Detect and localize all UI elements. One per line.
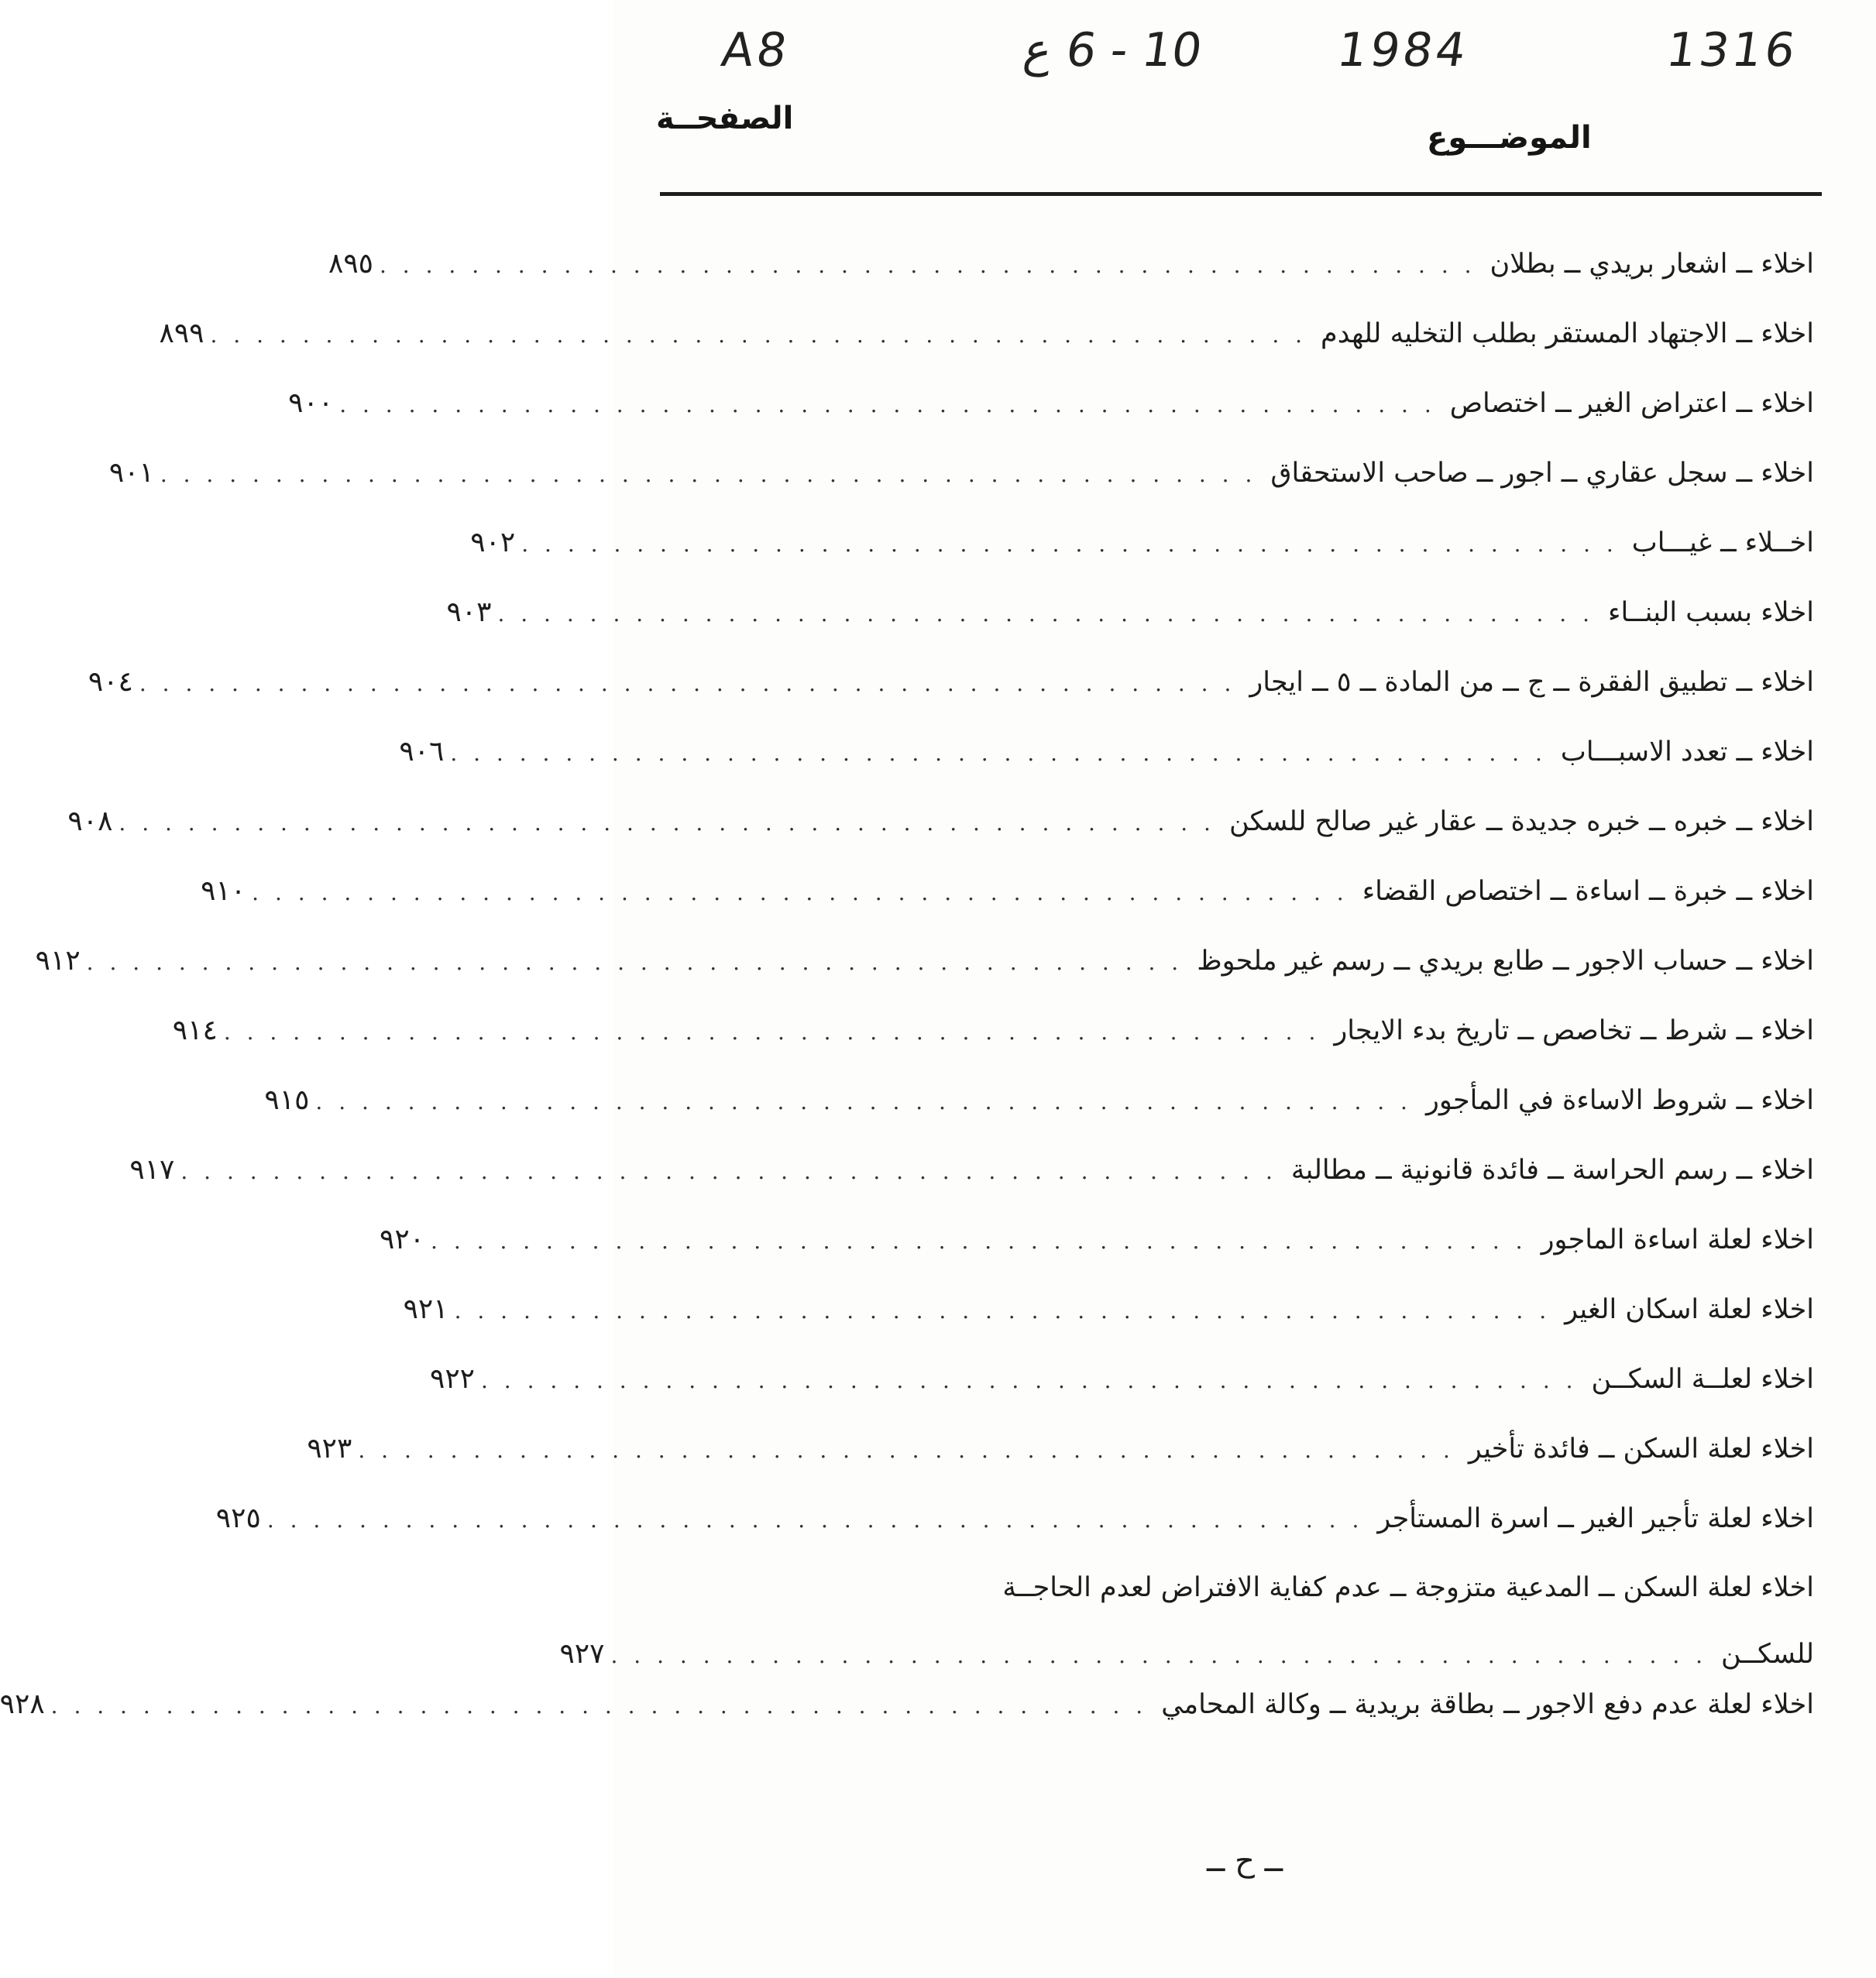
toc-topic: اخلاء ــ شروط الاساءة في المأجور (1425, 1085, 1814, 1116)
header-divider (660, 192, 1822, 196)
toc-page-number: ٩١٥ (264, 1084, 310, 1116)
toc-page-number: ٨٩٥ (328, 248, 373, 280)
toc-entry (328, 248, 1814, 318)
toc-entry (129, 1154, 1814, 1224)
toc-page-number: ٩١٧ (129, 1154, 175, 1186)
toc-entry (288, 387, 1814, 457)
toc-page-number: ٩١٢ (35, 945, 81, 977)
toc-topic: اخلاء ــ حساب الاجور ــ طابع بريدي ــ رسم غير ملحوظ (1197, 946, 1814, 977)
toc-topic-line2: للسكــن (1721, 1639, 1814, 1670)
toc-topic: اخلاء ــ تطبيق الفقرة ــ ج ــ من المادة ــ ٥ ــ ايجار (1249, 667, 1814, 698)
handwritten-note-1: A8 (718, 23, 794, 77)
toc-entry (201, 875, 1814, 945)
toc-entry (88, 666, 1814, 736)
toc-page-number: ٩٢٢ (429, 1363, 475, 1395)
toc-topic: اخلاء ــ اعتراض الغير ــ اختصاص (1449, 388, 1814, 419)
toc-entry (470, 527, 1814, 596)
dot-leader: . . . . . . . . . . . . . . . . . . . . . . . . . . . . . . . . . . . . . . . . . . . . . . . . (160, 462, 1257, 487)
toc-topic: اخلاء ــ خبرة ــ اساءة ــ اختصاص القضاء (1362, 876, 1814, 907)
toc-page-number: ٩٠٨ (67, 805, 113, 837)
dot-leader: . . . . . . . . . . . . . . . . . . . . . . . . . . . . . . . . . . . . . . . . . . . . . . . . (339, 392, 1436, 417)
page-footer-number: ــ ح ــ (1206, 1843, 1283, 1879)
toc-topic: اخلاء بسبب البنــاء (1608, 597, 1814, 628)
dot-leader: . . . . . . . . . . . . . . . . . . . . . . . . . . . . . . . . . . . . . . . . . . . . . . . . (252, 880, 1349, 905)
toc-entry (264, 1084, 1814, 1154)
toc-entry (159, 318, 1814, 387)
toc-page-number: ٩٢١ (403, 1293, 448, 1325)
toc-topic: اخلاء ــ رسم الحراسة ــ فائدة قانونية ــ مطالبة (1290, 1155, 1814, 1186)
toc-topic: اخلاء ــ تعدد الاسبـــاب (1560, 737, 1814, 768)
toc-entry (380, 1224, 1814, 1293)
dot-leader: . . . . . . . . . . . . . . . . . . . . . . . . . . . . . . . . . . . . . . . . . . . . . . . . (481, 1368, 1578, 1393)
toc-page-number: ٩٠٤ (88, 666, 133, 698)
toc-entry (0, 1688, 1814, 1758)
toc-page-number: ٩٢٣ (307, 1433, 352, 1465)
toc-entry (307, 1433, 1814, 1502)
toc-page-number: ٩٠٣ (446, 596, 492, 628)
toc-page-number: ٩١٤ (172, 1015, 218, 1046)
dot-leader: . . . . . . . . . . . . . . . . . . . . . . . . . . . . . . . . . . . . . . . . . . . . . . . . (610, 1643, 1708, 1668)
toc-entry (446, 596, 1814, 666)
toc-page-number: ٩٠١ (108, 457, 154, 489)
handwritten-note-2: 10 - 6 ع (1020, 23, 1206, 77)
dot-leader: . . . . . . . . . . . . . . . . . . . . . . . . . . . . . . . . . . . . . . . . . . . . . . . . (521, 531, 1618, 557)
dot-leader: . . . . . . . . . . . . . . . . . . . . . . . . . . . . . . . . . . . . . . . . . . . . . . . . (266, 1507, 1364, 1533)
toc-topic: اخلاء ــ شرط ــ تخاصص ــ تاريخ بدء الايجار (1334, 1015, 1814, 1046)
dot-leader: . . . . . . . . . . . . . . . . . . . . . . . . . . . . . . . . . . . . . . . . . . . . . . . . (180, 1159, 1277, 1184)
toc-page-number: ٩٢٧ (559, 1638, 605, 1670)
dot-leader: . . . . . . . . . . . . . . . . . . . . . . . . . . . . . . . . . . . . . . . . . . . . . . . . (210, 322, 1307, 348)
toc-entry (67, 805, 1814, 875)
toc-page-number: ٨٩٩ (159, 318, 204, 349)
toc-topic-line1: اخلاء لعلة السكن ــ المدعية متزوجة ــ عدم كفاية الافتراض لعدم الحاجــة (1002, 1572, 1814, 1603)
toc-topic: اخلاء لعلة تأجير الغير ــ اسرة المستأجر (1377, 1503, 1814, 1534)
toc-page-number: ٩١٠ (201, 875, 246, 907)
toc-topic: اخلاء لعلة السكن ــ فائدة تأخير (1468, 1434, 1814, 1465)
toc-entry (108, 457, 1814, 527)
dot-leader: . . . . . . . . . . . . . . . . . . . . . . . . . . . . . . . . . . . . . . . . . . . . . . . . (119, 810, 1215, 836)
dot-leader: . . . . . . . . . . . . . . . . . . . . . . . . . . . . . . . . . . . . . . . . . . . . . . . . (358, 1437, 1455, 1463)
dot-leader: . . . . . . . . . . . . . . . . . . . . . . . . . . . . . . . . . . . . . . . . . . . . . . . . (497, 601, 1594, 627)
toc-entry (215, 1502, 1814, 1572)
toc-entry-multiline (559, 1572, 1814, 1688)
dot-leader: . . . . . . . . . . . . . . . . . . . . . . . . . . . . . . . . . . . . . . . . . . . . . . . . (315, 1089, 1412, 1114)
toc-topic: اخلاء ــ سجل عقاري ــ اجور ــ صاحب الاستحقاق (1270, 458, 1814, 489)
toc-topic: اخلاء ــ خبره ــ خبره جديدة ــ عقار غير صالح للسكن (1228, 806, 1814, 837)
dot-leader: . . . . . . . . . . . . . . . . . . . . . . . . . . . . . . . . . . . . . . . . . . . . . . . . (50, 1693, 1148, 1719)
toc-topic: اخلاء لعلة عدم دفع الاجور ــ بطاقة بريدية ــ وكالة المحامي (1161, 1689, 1814, 1720)
toc-topic: اخلاء لعلــة السكــن (1591, 1364, 1814, 1395)
dot-leader: . . . . . . . . . . . . . . . . . . . . . . . . . . . . . . . . . . . . . . . . . . . . . . . . (86, 950, 1184, 975)
toc-page-number: ٩٢٠ (380, 1224, 425, 1255)
dot-leader: . . . . . . . . . . . . . . . . . . . . . . . . . . . . . . . . . . . . . . . . . . . . . . . . (454, 1298, 1551, 1324)
toc-entry (429, 1363, 1814, 1433)
toc-topic-line2-row (559, 1638, 1814, 1670)
dot-leader: . . . . . . . . . . . . . . . . . . . . . . . . . . . . . . . . . . . . . . . . . . . . . . . . (139, 671, 1236, 696)
toc-topic: اخلاء ــ الاجتهاد المستقر بطلب التخليه للهدم (1321, 318, 1814, 349)
toc-entry (35, 945, 1814, 1015)
toc-page-number: ٩٠٠ (288, 387, 334, 419)
topic-column-heading: الموضـــوع (1427, 120, 1592, 156)
toc-entry (399, 736, 1814, 805)
toc-topic: اخــلاء ــ غيـــاب (1631, 527, 1814, 558)
handwritten-note-4: 1316 (1663, 23, 1802, 77)
page-column-heading: الصفحــة (656, 101, 794, 136)
dot-leader: . . . . . . . . . . . . . . . . . . . . . . . . . . . . . . . . . . . . . . . . . . . . . . . . (450, 740, 1547, 766)
toc-entry (172, 1015, 1814, 1084)
toc-topic: اخلاء لعلة اسكان الغير (1565, 1294, 1814, 1325)
toc-entry (403, 1293, 1814, 1363)
toc-page-number: ٩٢٨ (0, 1688, 45, 1720)
toc-page-number: ٩٠٢ (470, 527, 516, 558)
dot-leader: . . . . . . . . . . . . . . . . . . . . . . . . . . . . . . . . . . . . . . . . . . . . . . . . (380, 252, 1476, 278)
toc-page-number: ٩٠٦ (399, 736, 445, 768)
toc-list (0, 248, 1814, 1758)
toc-page-number: ٩٢٥ (215, 1502, 261, 1534)
toc-topic: اخلاء ــ اشعار بريدي ــ بطلان (1489, 249, 1814, 280)
handwritten-note-3: 1984 (1334, 23, 1472, 77)
dot-leader: . . . . . . . . . . . . . . . . . . . . . . . . . . . . . . . . . . . . . . . . . . . . . . . . (431, 1228, 1527, 1254)
dot-leader: . . . . . . . . . . . . . . . . . . . . . . . . . . . . . . . . . . . . . . . . . . . . . . . . (223, 1019, 1321, 1045)
toc-topic: اخلاء لعلة اساءة الماجور (1541, 1224, 1814, 1255)
